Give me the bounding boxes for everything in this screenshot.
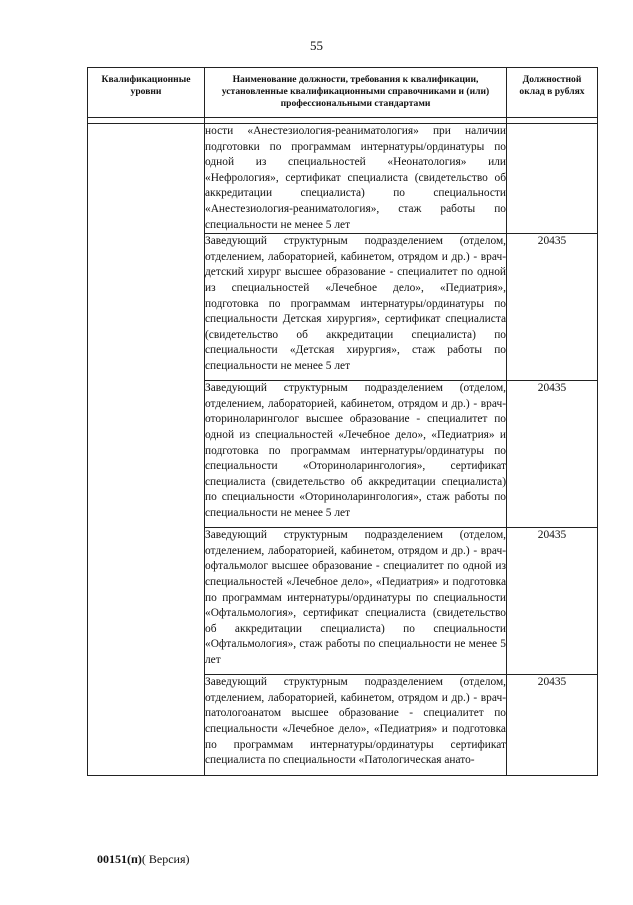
header-level: Квалификационные уровни xyxy=(88,68,205,118)
row-text: Заведующий структурным подразделением (отделом, отделением, лабораторией, кабинетом, отрядом и др.) - врач-офтальмолог высшее образование - специалитет по одной из специальностей «Лечебное дело», «Педиатрия» и подготовка по программам интернатуры/ординатуры по специальности «Офтальмология», сертификат специалиста (свидетельство об аккредитации специалиста) по специальности «Офтальмология», стаж работы по специальности не менее 5 лет xyxy=(205,529,506,666)
row-salary: 20435 xyxy=(537,529,567,542)
row-text-cell xyxy=(205,381,507,528)
row-text: ности «Анестезиология-реаниматология» при наличии подготовки по программам интернатуры/ординатуры по одной из специальностей «Неонатология» или «Нефрология», сертификат специалиста (свидетельство об аккредитации специалиста) по специальности «Анестезиология-реаниматология», стаж работы по специальности не менее 5 лет xyxy=(205,125,506,231)
row-salary: 20435 xyxy=(537,676,567,689)
row-salary-cell xyxy=(507,234,598,381)
page-number: 55 xyxy=(310,38,323,53)
row-text-cell xyxy=(205,528,507,675)
header-position: Наименование должности, требования к квалификации, установленные квалификационными справочниками и (или) профессиональными стандартами xyxy=(205,68,507,118)
row-text: Заведующий структурным подразделением (отделом, отделением, лабораторией, кабинетом, отрядом и др.) - врач-детский хирург высшее образование - специалитет по одной из специальностей «Лечебное дело», «Педиатрия», подготовка по программам интернатуры/ординатуры по специальности Детская хирургия», сертификат специалиста (свидетельство об аккредитации специалиста) по специальности «Детская хирургия», стаж работы по специальности не менее 5 лет xyxy=(205,235,506,372)
document-code-text: 00151(п) xyxy=(97,852,142,866)
row-text-cell xyxy=(205,234,507,381)
row-salary-cell xyxy=(507,528,598,675)
row-salary: 20435 xyxy=(537,382,567,395)
row-salary-cell xyxy=(507,675,598,776)
row-text: Заведующий структурным подразделением (отделом, отделением, лабораторией, кабинетом, отрядом и др.) - врач-оториноларинголог высшее образование - специалитет по одной из специальностей «Лечебное дело», «Педиатрия» и подготовка по программам интернатуры/ординатуры по специальности «Оториноларингология», сертификат специалиста (свидетельство об аккредитации специалиста) по специальности «Оториноларингология», стаж работы по специальности не менее 5 лет xyxy=(205,382,506,519)
row-text: Заведующий структурным подразделением (отделом, отделением, лабораторией, кабинетом, отрядом и др.) - врач-патологоанатом высшее образование - специалитет по специальности «Лечебное дело», «Педиатрия» и подготовка по программам интернатуры/ординатуры сертификат специалиста по специальности «Патологическая анато- xyxy=(205,676,506,767)
header-salary: Должностной оклад в рублях xyxy=(507,68,598,118)
row-salary: 20435 xyxy=(537,235,567,248)
row-text-cell xyxy=(205,675,507,776)
row-salary-cell xyxy=(507,381,598,528)
table-header-row xyxy=(88,68,598,118)
document-version: ( Версия) xyxy=(141,852,190,866)
qualification-table xyxy=(87,67,598,776)
document-code xyxy=(97,852,190,867)
row-text-cell xyxy=(205,124,507,234)
row-salary-cell xyxy=(507,124,598,234)
level-cell xyxy=(88,124,205,776)
table-row xyxy=(88,124,598,234)
